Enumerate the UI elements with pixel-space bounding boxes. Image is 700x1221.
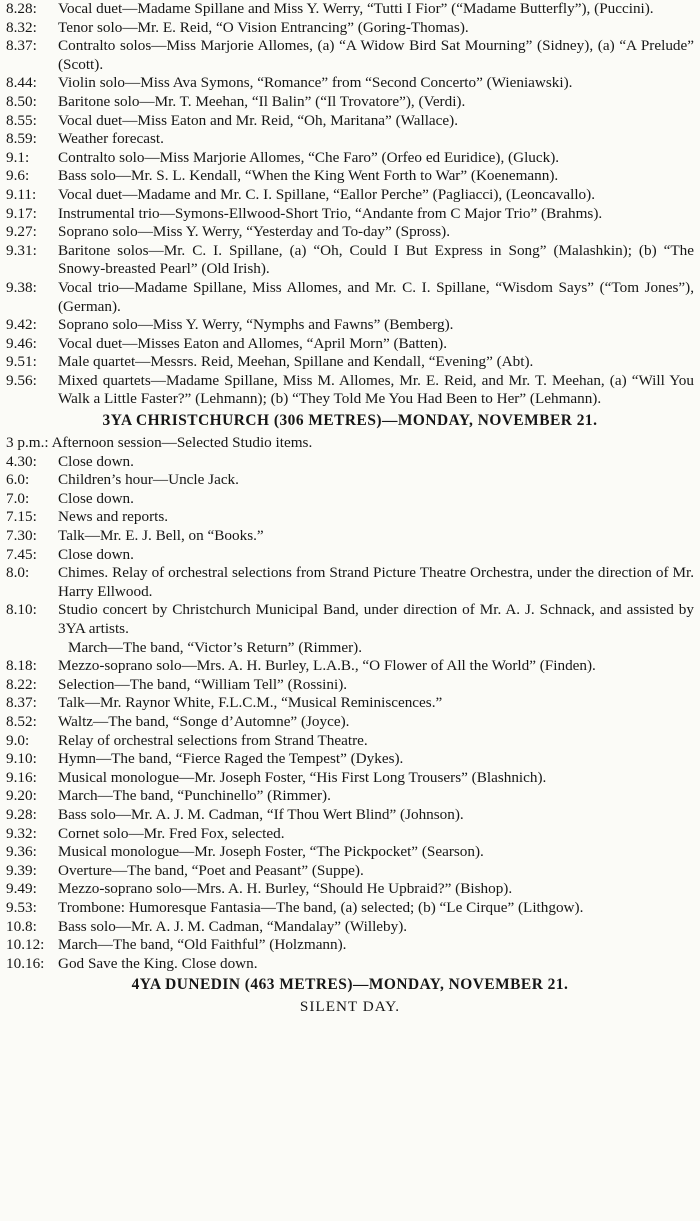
program-entry	[6, 601, 694, 638]
entry-text: Vocal duet—Miss Eaton and Mr. Reid, “Oh, Maritana” (Wallace).	[58, 111, 459, 129]
station-heading-3ya: 3YA CHRISTCHURCH (306 METRES)—MONDAY, NOVEMBER 21.	[102, 412, 598, 430]
entry-time: 8.37:	[6, 694, 37, 712]
entry-time: 7.30:	[6, 527, 37, 545]
entry-time: 9.0:	[6, 731, 30, 749]
entry-time: 7.45:	[6, 545, 37, 563]
entry-time: 9.10:	[6, 750, 37, 768]
entry-text: Musical monologue—Mr. Joseph Foster, “The Pickpocket” (Searson).	[58, 843, 484, 861]
program-entry	[6, 527, 694, 546]
entry-time: 9.53:	[6, 898, 37, 916]
entry-text: Close down.	[58, 452, 134, 470]
program-entry	[6, 862, 694, 881]
entry-time: 9.28:	[6, 805, 37, 823]
program-entry	[6, 335, 694, 354]
program-entry	[6, 167, 694, 186]
entry-time: 9.27:	[6, 223, 37, 241]
entry-text: Children’s hour—Uncle Jack.	[58, 471, 239, 489]
entry-text: Tenor solo—Mr. E. Reid, “O Vision Entrancing” (Goring-Thomas).	[58, 18, 469, 36]
entry-text: Mezzo-soprano solo—Mrs. A. H. Burley, L.A.B., “O Flower of All the World” (Finden).	[58, 657, 596, 675]
entry-time: 7.15:	[6, 508, 37, 526]
program-entry	[6, 508, 694, 527]
entry-text: Chimes. Relay of orchestral selections from Strand Picture Theatre Orchestra, under the direction of Mr. Harry Ellwood.	[58, 564, 694, 600]
entry-time: 9.16:	[6, 768, 37, 786]
entry-text: Musical monologue—Mr. Joseph Foster, “His First Long Trousers” (Blashnich).	[58, 768, 547, 786]
entry-text: Close down.	[58, 489, 134, 507]
program-entry	[6, 843, 694, 862]
entry-text: Mixed quartets—Madame Spillane, Miss M. Allomes, Mr. E. Reid, and Mr. T. Meehan, (a) “Will You Walk a Little Faster?” (Lehmann); (b) “They Told Me You Had Been to Her” (Lehmann).	[58, 371, 694, 408]
entry-time: 8.37:	[6, 37, 37, 55]
entry-text: Baritone solos—Mr. C. I. Spillane, (a) “Oh, Could I But Express in Song” (Malashkin); (b) “The Snowy-breasted Pearl” (Old Irish).	[58, 241, 694, 278]
entry-text: Relay of orchestral selections from Strand Theatre.	[58, 731, 368, 749]
program-entry	[6, 130, 694, 149]
station-heading-4ya: 4YA DUNEDIN (463 METRES)—MONDAY, NOVEMBER 21.	[131, 976, 569, 994]
entry-text: Vocal duet—Madame and Mr. C. I. Spillane, “Eallor Perche” (Pagliacci), (Leoncavallo).	[58, 185, 595, 203]
entry-time: 10.16:	[6, 954, 45, 972]
entry-text: Trombone: Humoresque Fantasia—The band, (a) selected; (b) “Le Cirque” (Lithgow).	[58, 898, 584, 916]
program-entry	[6, 546, 694, 565]
program-entry	[6, 750, 694, 769]
entry-text: Vocal trio—Madame Spillane, Miss Allomes, and Mr. C. I. Spillane, “Wisdom Says” (“Tom Jones”), (German).	[58, 278, 694, 315]
entry-text: March—The band, “Old Faithful” (Holzmann).	[58, 936, 347, 954]
entry-time: 9.51:	[6, 353, 37, 371]
program-entry	[6, 955, 694, 974]
entry-time: 9.31:	[6, 241, 37, 259]
entry-time: 7.0:	[6, 489, 30, 507]
entry-text: Talk—Mr. E. J. Bell, on “Books.”	[58, 527, 264, 545]
entry-time: 8.28:	[6, 0, 37, 17]
program-entry	[6, 490, 694, 509]
entry-time: 9.49:	[6, 880, 37, 898]
march-line: March—The band, “Victor’s Return” (Rimmer).	[68, 638, 363, 656]
entry-time: 8.52:	[6, 712, 37, 730]
entry-time: 9.17:	[6, 204, 37, 222]
entry-text: Cornet solo—Mr. Fred Fox, selected.	[58, 824, 285, 842]
entry-text: Soprano solo—Miss Y. Werry, “Nymphs and Fawns” (Bemberg).	[58, 316, 454, 334]
program-entry	[6, 453, 694, 472]
entry-time: 10.8:	[6, 917, 37, 935]
entry-text: Contralto solo—Miss Marjorie Allomes, “Che Faro” (Orfeo ed Euridice), (Gluck).	[58, 148, 560, 166]
program-entry	[6, 279, 694, 316]
program-entry	[6, 899, 694, 918]
program-entry	[6, 471, 694, 490]
entry-time: 9.42:	[6, 316, 37, 334]
entry-text: Hymn—The band, “Fierce Raged the Tempest” (Dykes).	[58, 750, 404, 768]
program-entry	[6, 732, 694, 751]
entry-time: 8.0:	[6, 564, 30, 582]
program-entry	[6, 657, 694, 676]
program-entry	[6, 0, 694, 19]
entry-text: Vocal duet—Misses Eaton and Allomes, “April Morn” (Batten).	[58, 334, 448, 352]
program-entry	[6, 74, 694, 93]
entry-text: Bass solo—Mr. A. J. M. Cadman, “Mandalay” (Willeby).	[58, 917, 408, 935]
entry-time: 8.44:	[6, 74, 37, 92]
program-section-3ya	[6, 434, 694, 973]
entry-time: 8.10:	[6, 601, 37, 619]
silent-day-note: SILENT DAY.	[299, 998, 401, 1016]
program-entry	[6, 353, 694, 372]
program-entry	[6, 186, 694, 205]
program-entry	[6, 918, 694, 937]
entry-text: Male quartet—Messrs. Reid, Meehan, Spillane and Kendall, “Evening” (Abt).	[58, 353, 534, 371]
entry-text: Overture—The band, “Poet and Peasant” (Suppe).	[58, 861, 364, 879]
entry-time: 6.0:	[6, 471, 30, 489]
entry-time: 9.6:	[6, 167, 30, 185]
entry-text: Waltz—The band, “Songe d’Automne” (Joyce).	[58, 712, 350, 730]
entry-time: 9.11:	[6, 185, 37, 203]
entry-text: God Save the King. Close down.	[58, 954, 258, 972]
entry-text: Soprano solo—Miss Y. Werry, “Yesterday and To-day” (Spross).	[58, 223, 450, 241]
program-entry	[6, 316, 694, 335]
entry-time: 9.32:	[6, 824, 37, 842]
entry-time: 9.1:	[6, 148, 30, 166]
entry-time: 8.32:	[6, 18, 37, 36]
program-entry	[6, 880, 694, 899]
entry-text: Contralto solos—Miss Marjorie Allomes, (a) “A Widow Bird Sat Mourning” (Sidney), (a) “A Prelude” (Scott).	[58, 37, 694, 73]
entry-text: March—The band, “Punchinello” (Rimmer).	[58, 787, 331, 805]
entry-text: Baritone solo—Mr. T. Meehan, “Il Balin” (“Il Trovatore”), (Verdi).	[58, 92, 466, 110]
entry-text: Bass solo—Mr. A. J. M. Cadman, “If Thou Wert Blind” (Johnson).	[58, 805, 464, 823]
program-entry	[6, 223, 694, 242]
program-entry	[6, 676, 694, 695]
entry-text: News and reports.	[58, 508, 169, 526]
program-entry	[6, 112, 694, 131]
entry-time: 8.22:	[6, 675, 37, 693]
program-entry	[6, 806, 694, 825]
entry-text: Selection—The band, “William Tell” (Rossini).	[58, 675, 348, 693]
entry-text: Close down.	[58, 545, 134, 563]
entry-text: Mezzo-soprano solo—Mrs. A. H. Burley, “Should He Upbraid?” (Bishop).	[58, 880, 513, 898]
opening-line: 3 p.m.: Afternoon session—Selected Studio items.	[6, 434, 313, 452]
entry-time: 9.56:	[6, 371, 37, 389]
program-entry	[6, 242, 694, 279]
entry-time: 9.46:	[6, 334, 37, 352]
program-entry	[6, 694, 694, 713]
program-entry	[6, 825, 694, 844]
entry-time: 8.59:	[6, 130, 37, 148]
program-entry	[6, 936, 694, 955]
program-entry	[6, 205, 694, 224]
entry-text: Violin solo—Miss Ava Symons, “Romance” from “Second Concerto” (Wieniawski).	[58, 74, 573, 92]
entry-text: Instrumental trio—Symons-Ellwood-Short Trio, “Andante from C Major Trio” (Brahms).	[58, 204, 603, 222]
program-entry	[6, 564, 694, 601]
program-entry	[6, 93, 694, 112]
entry-time: 9.36:	[6, 843, 37, 861]
entry-text: Bass solo—Mr. S. L. Kendall, “When the King Went Forth to War” (Koenemann).	[58, 167, 559, 185]
entry-time: 8.50:	[6, 92, 37, 110]
entry-text: Studio concert by Christchurch Municipal Band, under direction of Mr. A. J. Schnack, and assisted by 3YA artists.	[58, 601, 694, 637]
entry-time: 9.38:	[6, 278, 37, 296]
program-entry	[6, 713, 694, 732]
entry-time: 9.20:	[6, 787, 37, 805]
program-entry	[6, 19, 694, 38]
program-section-2ya	[6, 0, 694, 409]
entry-time: 4.30:	[6, 452, 37, 470]
entry-time: 8.18:	[6, 657, 37, 675]
program-entry	[6, 769, 694, 788]
program-entry	[6, 787, 694, 806]
entry-text: Talk—Mr. Raynor White, F.L.C.M., “Musical Reminiscences.”	[58, 694, 443, 712]
entry-text: Weather forecast.	[58, 130, 164, 148]
entry-time: 9.39:	[6, 861, 37, 879]
program-page	[6, 0, 694, 1016]
entry-text: Vocal duet—Madame Spillane and Miss Y. Werry, “Tutti I Fior” (“Madame Butterfly”), (Puccini).	[58, 0, 654, 17]
program-entry	[6, 149, 694, 168]
program-entry	[6, 372, 694, 409]
program-entry	[6, 37, 694, 74]
entry-time: 10.12:	[6, 936, 45, 954]
entry-time: 8.55:	[6, 111, 37, 129]
